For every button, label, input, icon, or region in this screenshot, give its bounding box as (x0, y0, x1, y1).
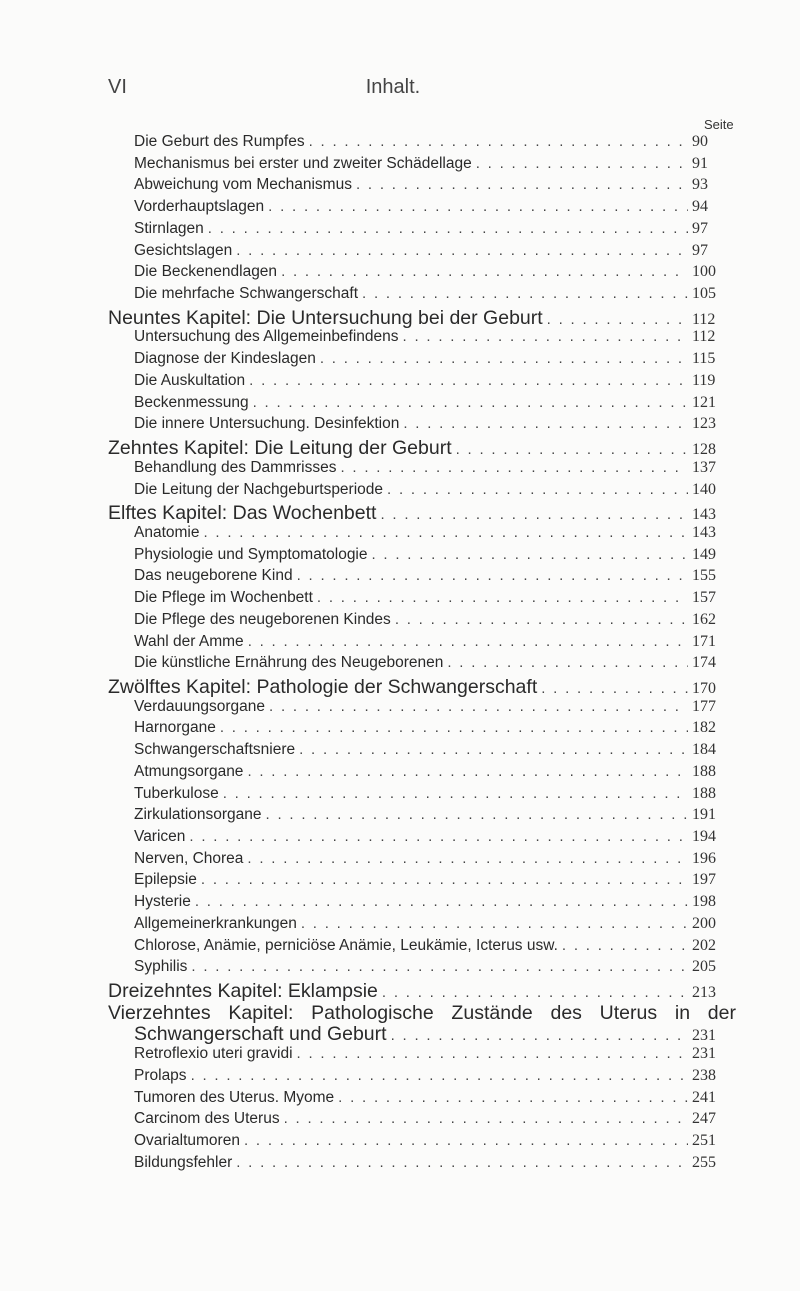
toc-page-number: 93 (692, 176, 708, 194)
toc-page-number: 97 (692, 241, 708, 259)
table-of-contents (108, 133, 736, 1176)
toc-entry-label: Elftes Kapitel: Das Wochenbett (108, 502, 377, 524)
toc-entry (108, 719, 736, 741)
toc-entry (108, 242, 736, 264)
toc-entry-label: Wahl der Amme (134, 632, 244, 650)
toc-page-number: 112 (692, 328, 716, 346)
toc-leader-dots (203, 524, 688, 541)
toc-chapter-entry (108, 437, 736, 459)
toc-leader-dots (249, 372, 688, 389)
toc-page-number: 213 (692, 984, 716, 1002)
toc-leader-dots (372, 546, 689, 563)
toc-entry-label: Zehntes Kapitel: Die Leitung der Geburt (108, 437, 452, 459)
toc-leader-dots (208, 220, 688, 237)
toc-entry-label: Die Beckenendlagen (134, 263, 278, 281)
toc-entry (108, 937, 736, 959)
toc-leader-dots (236, 242, 688, 259)
toc-leader-dots (297, 1045, 688, 1062)
toc-leader-dots (201, 871, 688, 888)
toc-entry-label: Die mehrfache Schwangerschaft (134, 285, 359, 303)
toc-page-number: 238 (692, 1066, 716, 1084)
toc-leader-dots (447, 654, 688, 671)
toc-leader-dots (320, 350, 688, 367)
toc-entry-label: Vorderhauptslagen (134, 198, 265, 216)
toc-entry-label: Physiologie und Symptomatologie (134, 545, 368, 563)
toc-entry-label: Untersuchung des Allgemeinbefindens (134, 328, 399, 346)
toc-entry-label: Chlorose, Anämie, perniciöse Anämie, Leukämie, Icterus usw. (134, 936, 558, 954)
toc-leader-dots (403, 328, 688, 345)
toc-page-number: 119 (692, 371, 716, 389)
toc-entry (108, 850, 736, 872)
toc-entry-label: Das neugeborene Kind (134, 567, 293, 585)
toc-chapter-entry (108, 1002, 736, 1024)
toc-entry-label: Die Pflege im Wochenbett (134, 589, 313, 607)
toc-leader-dots (247, 763, 688, 780)
toc-entry-label: Zirkulationsorgane (134, 806, 262, 824)
toc-leader-dots (382, 984, 688, 1001)
toc-leader-dots (309, 133, 688, 150)
toc-chapter-entry (108, 1023, 736, 1045)
toc-leader-dots (253, 394, 688, 411)
toc-entry (108, 459, 736, 481)
toc-page-number: 194 (692, 828, 716, 845)
toc-leader-dots (266, 806, 688, 823)
toc-entry (108, 481, 736, 503)
toc-entry-label: Die Geburt des Rumpfes (134, 133, 305, 150)
toc-leader-dots (284, 1110, 688, 1127)
toc-page-number: 200 (692, 914, 716, 932)
toc-chapter-entry (108, 307, 736, 329)
toc-entry (108, 828, 736, 850)
toc-entry-label: Hysterie (134, 893, 191, 911)
toc-entry-label: Mechanismus bei erster und zweiter Schädellage (134, 154, 472, 172)
toc-page-number: 241 (692, 1088, 716, 1106)
toc-entry (108, 328, 736, 350)
toc-entry (108, 220, 736, 242)
toc-entry-label: Die Leitung der Nachgeburtsperiode (134, 480, 384, 498)
toc-page-number: 171 (692, 632, 716, 650)
toc-entry (108, 785, 736, 807)
toc-entry-label: Diagnose der Kindeslagen (134, 350, 316, 368)
toc-leader-dots (301, 915, 688, 932)
toc-entry-label: Behandlung des Dammrisses (134, 458, 337, 476)
toc-leader-dots (391, 1027, 688, 1044)
toc-entry (108, 1110, 736, 1132)
toc-entry (108, 394, 736, 416)
toc-entry-label: Nerven, Chorea (134, 849, 244, 867)
toc-page-number: 191 (692, 806, 716, 824)
toc-leader-dots (297, 567, 688, 584)
toc-leader-dots (299, 741, 688, 758)
toc-page-number: 97 (692, 219, 708, 237)
toc-page-number: 196 (692, 849, 716, 867)
toc-entry (108, 806, 736, 828)
toc-entry (108, 415, 736, 437)
toc-page-number: 90 (692, 133, 708, 150)
toc-page-number: 174 (692, 654, 716, 672)
toc-entry-label: Carcinom des Uterus (134, 1110, 280, 1128)
toc-entry (108, 198, 736, 220)
toc-entry-label: Allgemeinerkrankungen (134, 914, 297, 932)
toc-leader-dots (223, 785, 688, 802)
toc-entry (108, 524, 736, 546)
toc-entry-label: Anatomie (134, 523, 200, 541)
toc-page-number: 137 (692, 458, 716, 476)
toc-page-number: 202 (692, 936, 716, 954)
toc-page-number: 231 (692, 1027, 716, 1045)
page-title: Inhalt. (365, 76, 421, 98)
toc-leader-dots (247, 850, 688, 867)
toc-entry-label: Syphilis (134, 958, 188, 976)
toc-entry (108, 350, 736, 372)
toc-entry (108, 155, 736, 177)
toc-page-number: 91 (692, 154, 708, 172)
toc-entry-label: Beckenmessung (134, 393, 249, 411)
toc-page-number: 198 (692, 893, 716, 911)
toc-leader-dots (195, 893, 688, 910)
toc-leader-dots (317, 589, 688, 606)
toc-leader-dots (547, 311, 688, 328)
toc-chapter-entry (108, 676, 736, 698)
toc-entry-label: Retroflexio uteri gravidi (134, 1045, 293, 1063)
toc-leader-dots (189, 828, 688, 845)
toc-entry-label: Die Pflege des neugeborenen Kindes (134, 610, 391, 628)
toc-entry (108, 263, 736, 285)
toc-page-number: 94 (692, 198, 708, 216)
toc-page-number: 255 (692, 1153, 716, 1171)
toc-entry-label: Prolaps (134, 1066, 187, 1084)
toc-leader-dots (244, 1132, 688, 1149)
toc-page-number: 197 (692, 871, 716, 889)
toc-page-number: 155 (692, 567, 716, 585)
toc-entry (108, 567, 736, 589)
toc-entry (108, 915, 736, 937)
toc-leader-dots (456, 441, 688, 458)
page-number: VI (108, 76, 127, 98)
toc-page-number: 157 (692, 589, 716, 607)
toc-entry (108, 1132, 736, 1154)
toc-leader-dots (340, 459, 688, 476)
toc-leader-dots (362, 285, 688, 302)
toc-entry-label: Bildungsfehler (134, 1153, 233, 1171)
toc-leader-dots (191, 958, 688, 975)
toc-entry (108, 285, 736, 307)
toc-entry (108, 958, 736, 980)
toc-entry-label: Zwölftes Kapitel: Pathologie der Schwangerschaft (108, 675, 538, 698)
toc-entry (108, 372, 736, 394)
toc-entry (108, 1045, 736, 1067)
toc-page-number: 112 (692, 310, 716, 328)
toc-entry (108, 546, 736, 568)
toc-entry-label: Verdauungsorgane (134, 697, 266, 715)
toc-page-number: 143 (692, 506, 716, 524)
page-column-label: Seite (704, 117, 734, 132)
toc-entry-label: Tuberkulose (134, 784, 219, 802)
toc-entry-label: Varicen (134, 828, 186, 845)
toc-entry-label: Schwangerschaftsniere (134, 741, 296, 759)
toc-leader-dots (220, 719, 688, 736)
toc-page-number: 188 (692, 762, 716, 780)
page-header (108, 76, 678, 102)
toc-page-number: 100 (692, 263, 716, 281)
toc-leader-dots (248, 633, 688, 650)
toc-leader-dots (395, 611, 688, 628)
toc-chapter-entry (108, 502, 736, 524)
toc-leader-dots (387, 481, 688, 498)
toc-entry-label: Abweichung vom Mechanismus (134, 176, 352, 194)
toc-page-number: 162 (692, 610, 716, 628)
toc-entry (108, 611, 736, 633)
toc-page-number: 123 (692, 415, 716, 433)
toc-entry-label: Schwangerschaft und Geburt (134, 1023, 387, 1046)
toc-leader-dots (191, 1067, 688, 1084)
toc-entry (108, 589, 736, 611)
toc-page-number: 149 (692, 545, 716, 563)
toc-entry-label: Dreizehntes Kapitel: Eklampsie (108, 980, 378, 1002)
toc-page-number: 205 (692, 958, 716, 976)
toc-entry (108, 1067, 736, 1089)
toc-leader-dots (403, 415, 688, 432)
toc-entry-label: Atmungsorgane (134, 762, 244, 780)
toc-page-number: 170 (692, 679, 716, 697)
toc-page-number: 231 (692, 1045, 716, 1063)
toc-entry-label: Die innere Untersuchung. Desinfektion (134, 415, 400, 433)
toc-entry-label: Vierzehntes Kapitel: Pathologische Zustände des Uterus in der (108, 1001, 736, 1024)
toc-page-number: 251 (692, 1132, 716, 1150)
toc-leader-dots (541, 680, 688, 697)
toc-entry (108, 871, 736, 893)
toc-entry-label: Ovarialtumoren (134, 1132, 240, 1150)
toc-leader-dots (269, 698, 688, 715)
toc-chapter-entry (108, 980, 736, 1002)
toc-leader-dots (268, 198, 688, 215)
toc-page-number: 184 (692, 741, 716, 759)
toc-entry-label: Harnorgane (134, 719, 216, 737)
toc-page-number: 247 (692, 1110, 716, 1128)
toc-entry (108, 893, 736, 915)
toc-leader-dots (356, 176, 688, 193)
toc-entry (108, 763, 736, 785)
toc-entry (108, 176, 736, 198)
toc-leader-dots (338, 1089, 688, 1106)
toc-entry (108, 633, 736, 655)
toc-entry-label: Die Auskultation (134, 371, 246, 389)
toc-page-number: 177 (692, 697, 716, 715)
toc-entry-label: Tumoren des Uterus. Myome (134, 1088, 335, 1106)
toc-page-number: 115 (692, 350, 716, 368)
toc-page-number: 105 (692, 285, 716, 303)
toc-page-number: 182 (692, 719, 716, 737)
toc-entry-label: Neuntes Kapitel: Die Untersuchung bei der Geburt (108, 306, 543, 329)
toc-page-number: 121 (692, 393, 716, 411)
toc-leader-dots (380, 506, 688, 523)
toc-leader-dots (476, 155, 688, 172)
toc-entry (108, 741, 736, 763)
toc-entry (108, 698, 736, 720)
toc-page-number: 140 (692, 480, 716, 498)
toc-entry-label: Die künstliche Ernährung des Neugeborenen (134, 654, 444, 672)
toc-entry-label: Gesichtslagen (134, 241, 233, 259)
toc-leader-dots (281, 263, 688, 280)
toc-entry (108, 1154, 736, 1176)
toc-leader-dots (236, 1154, 688, 1171)
toc-entry (108, 1089, 736, 1111)
toc-entry-label: Stirnlagen (134, 219, 204, 237)
toc-page-number: 128 (692, 441, 716, 459)
toc-page-number: 143 (692, 523, 716, 541)
toc-entry-label: Epilepsie (134, 871, 197, 889)
toc-entry (108, 133, 736, 155)
toc-page-number: 188 (692, 784, 716, 802)
toc-entry (108, 654, 736, 676)
toc-leader-dots (562, 937, 688, 954)
